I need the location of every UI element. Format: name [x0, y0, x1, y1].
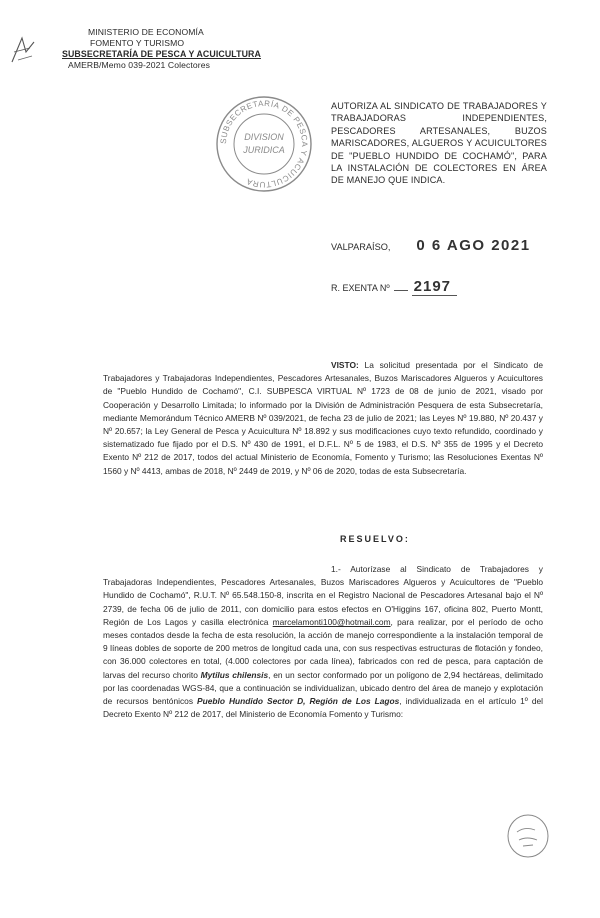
letterhead: [62, 27, 261, 71]
point-1-text-a: 1.- Autorízase al Sindicato de Trabajadores y Trabajadoras Independientes, Pescadores Artesanales, Buzos Mariscadores Algueros y Acuicultores de "Pueblo Hundido de Cochamó", R.U.T. Nº 65.548.150-8, inscrita en el Registro Nacional de Pescadores Artesanal bajo el Nº 2739, de fecha 06 de julio de 2011, con domicilio para estos efectos en O'Higgins 167, oficina 802, Puerto Montt, Región de Los Lagos y casilla electrónica: [103, 564, 543, 627]
blank-underline: [394, 283, 408, 291]
city: VALPARAÍSO,: [331, 242, 391, 252]
visto-paragraph: [103, 359, 543, 478]
stamp-center-line2: JURIDICA: [243, 145, 285, 155]
date-stamp: 0 6 AGO 2021: [416, 237, 531, 254]
page-seal: [505, 812, 551, 860]
contact-email: marcelamonti100@hotmail.com: [272, 616, 391, 627]
management-area-name: Pueblo Hundido Sector D, Región de Los Lagos: [197, 696, 400, 707]
resolution-title: AUTORIZA AL SINDICATO DE TRABAJADORES Y TRABAJADORAS INDEPENDIENTES, PESCADORES ARTESANALES, BUZOS MARISCADORES, ALGUEROS Y ACUICULTORES DE "PUEBLO HUNDIDO DE COCHAMÓ", PARA LA INSTALACIÓN DE COLECTORES EN ÁREA DE MANEJO QUE INDICA.: [331, 101, 547, 186]
ministry-name: MINISTERIO DE ECONOMÍA: [88, 27, 204, 37]
resuelvo-heading: RESUELVO:: [340, 534, 410, 544]
place-date: [331, 237, 531, 254]
visto-label: VISTO:: [331, 360, 359, 370]
handwritten-margin-mark: [8, 34, 38, 66]
visto-text: La solicitud presentada por el Sindicato de Trabajadores y Trabajadoras Independientes, Pescadores Artesanales, Buzos Mariscadores Algueros y Acuicultores de "Pueblo Hundido de Cochamó", C.I. SUBPESCA VIRTUAL Nº 1723 de 08 de junio de 2021, visado por Cooperación y Desarrollo Limitada; lo informado por la División de Administración Pesquera de esta Subsecretaría, mediante Memorándum Técnico AMERB Nº 039/2021, de fecha 23 de julio de 2021; las Leyes Nº 19.880, Nº 20.437 y Nº 20.657; la Ley General de Pesca y Acuicultura Nº 18.892 y sus modificaciones cuyo texto refundido, coordinado y sistematizado fue fijado por el D.S. Nº 430 de 1991, el D.F.L. Nº 5 de 1983, el D.S. Nº 355 de 1995 y el Decreto Exento Nº 212 de 2017, todos del actual Ministerio de Economía, Fomento y Turismo; las Resoluciones Exentas Nº 1560 y Nº 4413, ambas de 2018, Nº 2449 de 2019, y Nº 06 de 2020, todas de esta Subsecretaría.: [103, 360, 543, 476]
species-name: Mytilus chilensis: [200, 669, 269, 680]
exenta-number-line: [331, 278, 457, 296]
point-1-text-c: , en un sector conformado por un polígono de 2,94 hectáreas, delimitado por las coordenadas WGS-84, que a continuación se individualizan, ubicado dentro del área de manejo y explotación de recursos bentónicos: [103, 669, 543, 707]
point-1-text-b: , para realizar, por el período de ocho meses contados desde la fecha de esta resolución, la acción de manejo correspondiente a la instalación temporal de 9 líneas dobles de soporte de 200 metros de longitud cada una, con sus respectivas estructuras de flotación y fondeo, con 36.000 colectores en total, (4.000 colectores por cada línea), fabricados con red de pesca, para captación de larvas del recurso chorito: [103, 616, 543, 680]
stamp-center-line1: DIVISION: [244, 132, 284, 142]
svg-text:SUBSECRETARÍA DE PESCA Y ACUIC: [219, 99, 309, 189]
point-1-text-d: , individualizada en el artículo 1º del Decreto Exento Nº 212 de 2017, del Ministerio de Economía Fomento y Turismo:: [103, 696, 544, 720]
division-juridica-stamp: [212, 92, 316, 196]
memo-reference: AMERB/Memo 039-2021 Colectores: [68, 60, 210, 70]
point-1-paragraph: [103, 563, 543, 721]
exenta-number: 2197: [412, 278, 457, 296]
exenta-label: R. EXENTA Nº: [331, 283, 390, 293]
visto-section: [103, 359, 543, 478]
stamp-ring-text: SUBSECRETARÍA DE PESCA Y ACUICULTURA: [218, 98, 310, 190]
resolution-point-1: [103, 563, 543, 721]
ministry-subtitle: FOMENTO Y TURISMO: [90, 38, 185, 48]
subsecretaria-name: SUBSECRETARÍA DE PESCA Y ACUICULTURA: [62, 49, 261, 59]
